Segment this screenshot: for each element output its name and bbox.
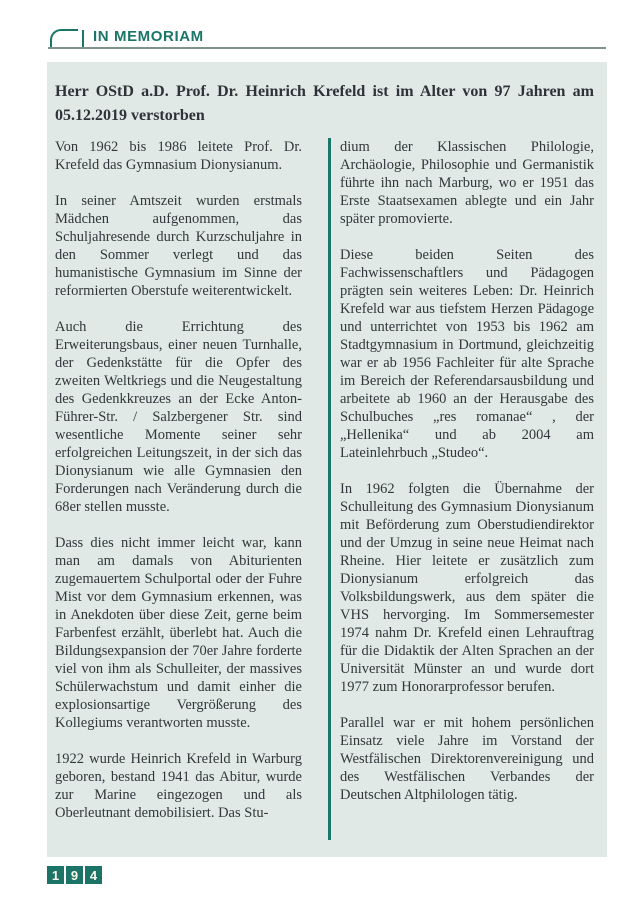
text-column-left: [55, 138, 302, 840]
article-columns: [55, 138, 594, 840]
column-divider: [328, 138, 331, 840]
memorial-panel: [47, 62, 607, 857]
paragraph: dium der Klassischen Philologie, Archäologie, Philosophie und Germanistik führte ihn nach Marburg, wo er 1951 das Erste Staatsexamen ablegte und ein Jahr später promovierte.: [340, 139, 594, 227]
text-column-right: [340, 138, 594, 840]
paragraph: In seiner Amtszeit wurden erstmals Mädchen aufgenommen, das Schuljahresende durch Kurzschuljahre in den Sommer verlegt und das humanistische Gymnasium im Sinne der reformierten Oberstufe weiterentwickelt.: [55, 193, 302, 299]
header-tab-tick: [82, 30, 84, 47]
page-number: [47, 866, 102, 884]
paragraph: Auch die Errichtung des Erweiterungsbaus, einer neuen Turnhalle, der Gedenkstätte für die Opfer des zweiten Weltkriegs und die Neugestaltung des Gedenkkreuzes an der Ecke Anton-Führer-Str. / Salzbergener Str. sind wesentliche Momente seiner sehr erfolgreichen Leitungszeit, in der sich das Dionysianum wie alle Gymnasien den Forderungen nach Veränderung durch die 68er stellen musste.: [55, 319, 302, 515]
header-rule: [48, 47, 606, 49]
article-headline: Herr OStD a.D. Prof. Dr. Heinrich Krefeld ist im Alter von 97 Jahren am 05.12.2019 verstorben: [55, 83, 594, 124]
header-tab-decoration: [50, 29, 78, 49]
paragraph: Von 1962 bis 1986 leitete Prof. Dr. Krefeld das Gymnasium Dionysianum.: [55, 139, 302, 173]
page-number-digit: 9: [66, 866, 83, 884]
paragraph: Diese beiden Seiten des Fachwissenschaftlers und Pädagogen prägten sein weiteres Leben: Dr. Heinrich Krefeld war aus tiefstem Herzen Pädagoge und unterrichtet von 1953 bis 1962 am Stadtgymnasium in Dortmund, gleichzeitig war er ab 1956 Fachleiter für alte Sprache im Bereich der Referendarsausbildung und arbeitete ab 1960 an der Herausgabe des Schulbuches „res romanae“ , der „Hellenika“ und ab 2004 am Lateinlehrbuch „Studeo“.: [340, 247, 594, 461]
paragraph: In 1962 folgten die Übernahme der Schulleitung des Gymnasium Dionysianum mit Beförderung zum Oberstudiendirektor und der Umzug in seine neue Heimat nach Rheine. Hier leitete er zusätzlich zum Dionysianum erfolgreich das Volksbildungswerk, aus dem später die VHS hervorging. Im Sommersemester 1974 nahm Dr. Krefeld einen Lehrauftrag für die Didaktik der Alten Sprachen an der Universität Münster an und wurde dort 1977 zum Honorarprofessor berufen.: [340, 481, 594, 695]
section-title: IN MEMORIAM: [93, 28, 204, 45]
paragraph: Parallel war er mit hohem persönlichen Einsatz viele Jahre im Vorstand der Westfälischen Direktorenvereinigung und des Westfälischen Verbandes der Deutschen Altphilologen tätig.: [340, 715, 594, 803]
page-number-digit: 4: [85, 866, 102, 884]
paragraph: 1922 wurde Heinrich Krefeld in Warburg geboren, bestand 1941 das Abitur, wurde zur Marine eingezogen und als Oberleutnant demobilisiert. Das Stu-: [55, 751, 302, 821]
page-number-digit: 1: [47, 866, 64, 884]
paragraph: Dass dies nicht immer leicht war, kann man am damals von Abiturienten zugemauertem Schulportal oder der Fuhre Mist vor dem Gymnasium erkennen, was in Anekdoten über diese Zeit, gerne beim Farbenfest erzählt, überlebt hat. Auch die Bildungsexpansion der 70er Jahre forderte viel von ihm als Schulleiter, der massives Schülerwachstum und damit einher die explosionsartige Vergrößerung des Kollegiums verantworten musste.: [55, 535, 302, 731]
